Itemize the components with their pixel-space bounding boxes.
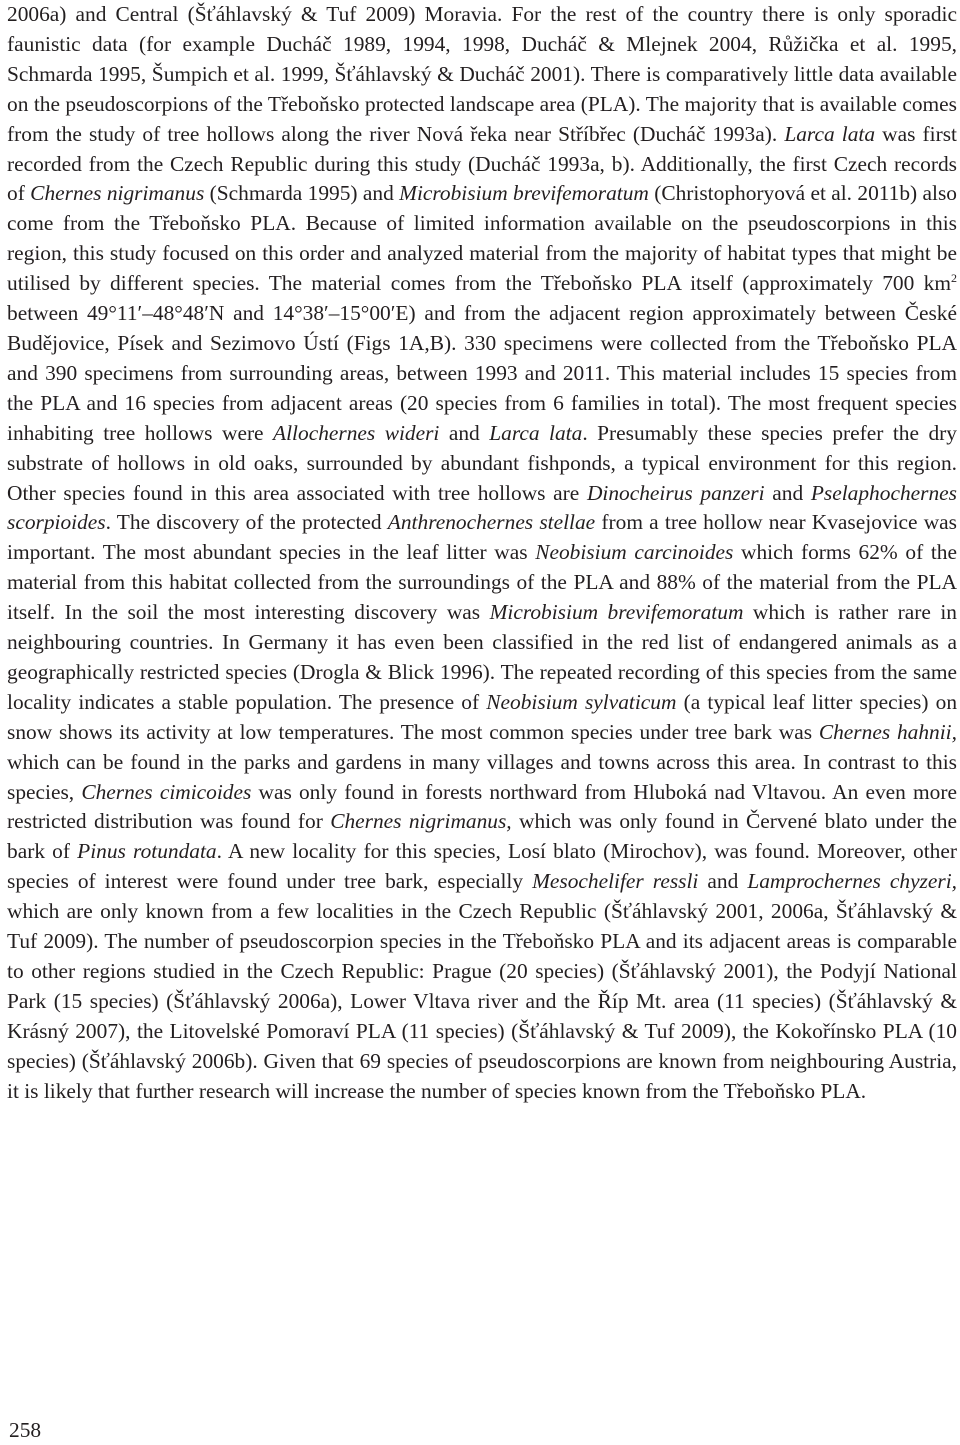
body-paragraph [7,0,957,1107]
text-run: and [698,869,748,894]
species-name: Pselaphochernes scorpioides [7,480,957,535]
species-name: Neobisium sylvaticum [486,689,677,714]
species-name: Mesochelifer ressli [532,869,699,894]
text-run: and [764,480,811,505]
species-name: Neobisium carcinoides [535,540,734,565]
text-run: which can be found in the parks and gardens in many villages and towns across this area. In contrast to this species, [7,749,957,804]
species-name: Chernes hahnii, [818,719,957,744]
species-name: Microbisium brevifemoratum [399,181,649,206]
page-number: 258 [9,1418,42,1442]
species-name: Dinocheirus panzeri [586,480,765,505]
text-run: which forms 62% of the material from this habitat collected from the surroundings of the PLA and 88% of the material from the PLA itself. In the soil the most interesting discovery was [7,540,957,625]
superscript-text: 2 [951,271,957,286]
page-content [7,0,957,1107]
species-name: Chernes nigrimanus [30,181,205,206]
text-run: . The discovery of the protected [105,510,388,535]
text-run: was first recorded from the Czech Republic during this study (Ducháč 1993a, b). Additionally, the first Czech records of [7,121,958,206]
text-run: which was only found in Červené blato under the bark of [7,809,957,864]
text-run: and [439,420,490,445]
species-name: Chernes cimicoides [81,779,252,804]
species-name: Chernes nigrimanus, [330,809,512,834]
text-run: which is rather rare in neighbouring countries. In Germany it has even been classified in the red list of endangered animals as a geographically restricted species (Drogla & Blick 1996). The repeated recording of this species from the same locality indicates a stable population. The presence of [7,600,957,714]
text-run: was only found in forests northward from Hluboká nad Vltavou. An even more restricted distribution was found for [7,779,957,834]
species-name: Allochernes wideri [273,420,440,445]
text-run: . A new locality for this species, Losí blato (Mirochov), was found. Moreover, other species of interest were found under tree bark, especially [7,839,957,894]
text-run: (Schmarda 1995) and [204,181,400,206]
species-name: Anthrenochernes stellae [387,510,596,535]
text-run: which are only known from a few localities in the Czech Republic (Šťáhlavský 2001, 2006a, Šťáhlavský & Tuf 2009). The number of pseudoscorpion species in the Třeboňsko PLA and its adjacent areas is comparable to other regions studied in the Czech Republic: Prague (20 species) (Šťáhlavský 2001), the Podyjí National Park (15 species) (Šťáhlavský 2006a), Lower Vltava river and the Říp Mt. area (11 species) (Šťáhlavský & Krásný 2007), the Litovelské Pomoraví PLA (11 species) (Šťáhlavský & Tuf 2009), the Kokořínsko PLA (10 species) (Šťáhlavský 2006b). Given that 69 species of pseudoscorpions are known from neighbouring Austria, it is likely that further research will increase the number of species known from the Třeboňsko PLA. [7,899,957,1103]
species-name: Microbisium brevifemoratum [489,600,744,625]
text-run: between 49°11′–48°48′N and 14°38′–15°00′E) and from the adjacent region approximately between České Budějovice, Písek and Sezimovo Ústí (Figs 1A,B). 330 specimens were collected from the Třeboňsko PLA and 390 specimens from surrounding areas, between 1993 and 2011. This material includes 15 species from the PLA and 16 species from adjacent areas (20 species from 6 families in total). The most frequent species inhabiting tree hollows were [7,301,957,445]
text-run: from a tree hollow near Kvasejovice was important. The most abundant species in the leaf litter was [7,510,957,565]
species-name: Larca lata [784,121,876,146]
text-run: . Presumably these species prefer the dry substrate of hollows in old oaks, surrounded by abundant fishponds, a typical environment for this region. Other species found in this area associated with tree hollows are [7,420,957,505]
text-run: (Christophoryová et al. 2011b) also come from the Třeboňsko PLA. Because of limited information available on the pseudoscorpions in this region, this study focused on this order and analyzed material from the majority of habitat types that might be utilised by different species. The material comes from the Třeboňsko PLA itself (approximately 700 km [7,181,957,296]
species-name: Larca lata [489,420,583,445]
species-name: Pinus rotundata [77,839,217,864]
text-run: (a typical leaf litter species) on snow shows its activity at low temperatures. The most common species under tree bark was [7,689,958,744]
text-run: 2006a) and Central (Šťáhlavský & Tuf 2009) Moravia. For the rest of the country there is only sporadic faunistic data (for example Ducháč 1989, 1994, 1998, Ducháč & Mlejnek 2004, Růžička et al. 1995, Schmarda 1995, Šumpich et al. 1999, Šťáhlavský & Ducháč 2001). There is comparatively little data available on the pseudoscorpions of the Třeboňsko protected landscape area (PLA). The majority that is available comes from the study of tree hollows along the river Nová řeka near Stříbřec (Ducháč 1993a). [7,2,957,146]
species-name: Lamprochernes chyzeri, [747,869,957,894]
